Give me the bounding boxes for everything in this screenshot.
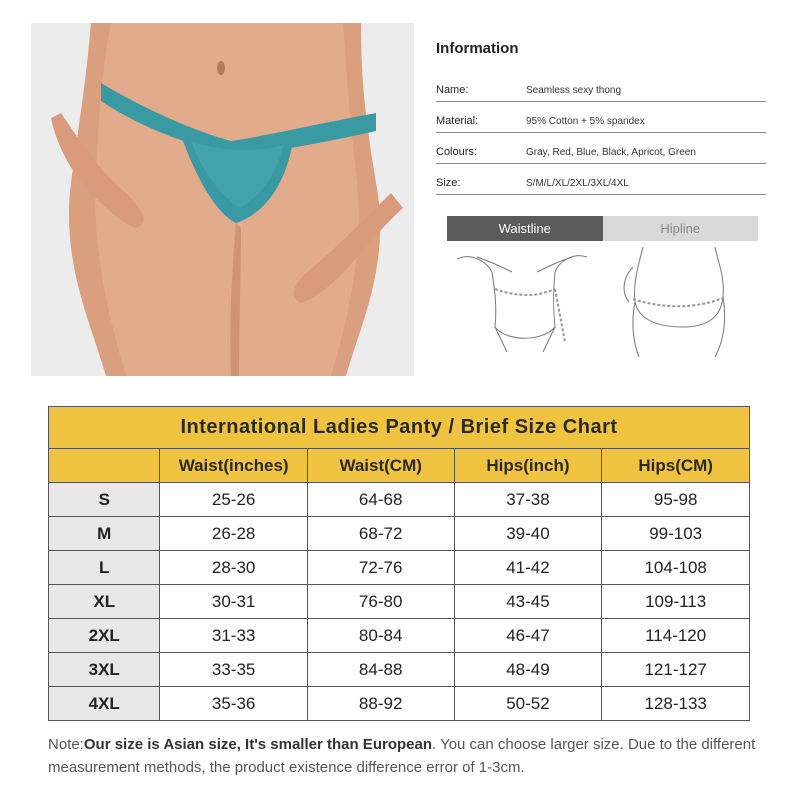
table-cell: 99-103: [602, 517, 750, 551]
note-rest: . You can choose larger size. Due to the different measurement methods, the product existence difference error of 1-3cm.: [48, 736, 756, 776]
table-cell: 50-52: [454, 687, 602, 721]
info-row-colours: [436, 133, 766, 164]
size-cell: 3XL: [49, 653, 160, 687]
note-prefix: Note:: [48, 736, 84, 753]
size-cell: M: [49, 517, 160, 551]
table-row: [49, 585, 750, 619]
table-row: [49, 653, 750, 687]
info-key: Colours:: [436, 146, 477, 158]
table-cell: 68-72: [307, 517, 454, 551]
information-title: Information: [436, 40, 519, 57]
table-cell: 28-30: [160, 551, 307, 585]
table-cell: 104-108: [602, 551, 750, 585]
info-value: S/M/L/XL/2XL/3XL/4XL: [526, 178, 629, 189]
table-cell: 43-45: [454, 585, 602, 619]
table-cell: 46-47: [454, 619, 602, 653]
measurement-tabs: [447, 216, 758, 241]
table-cell: 41-42: [454, 551, 602, 585]
table-cell: 121-127: [602, 653, 750, 687]
header-cell: Waist(CM): [307, 449, 454, 483]
header-cell: Waist(inches): [160, 449, 307, 483]
table-cell: 33-35: [160, 653, 307, 687]
note-bold: Our size is Asian size, It's smaller than European: [83, 736, 432, 753]
waistline-sketch: [447, 247, 602, 357]
product-photo: [31, 23, 414, 376]
info-row-name: [436, 71, 766, 102]
table-cell: 80-84: [307, 619, 454, 653]
header-cell: Hips(inch): [454, 449, 602, 483]
table-cell: 109-113: [602, 585, 750, 619]
information-panel: [436, 30, 766, 195]
table-cell: 64-68: [307, 483, 454, 517]
table-cell: 84-88: [307, 653, 454, 687]
tab-waistline[interactable]: Waistline: [447, 216, 603, 241]
table-row: [49, 619, 750, 653]
table-row: [49, 483, 750, 517]
size-cell: 2XL: [49, 619, 160, 653]
table-row: [49, 687, 750, 721]
table-cell: 72-76: [307, 551, 454, 585]
info-row-size: [436, 164, 766, 195]
size-chart-title: International Ladies Panty / Brief Size Chart: [49, 407, 750, 449]
size-chart-header-row: [49, 449, 750, 483]
table-cell: 35-36: [160, 687, 307, 721]
size-cell: XL: [49, 585, 160, 619]
table-cell: 114-120: [602, 619, 750, 653]
info-value: 95% Cotton + 5% spandex: [526, 116, 645, 127]
size-note: [48, 733, 760, 779]
table-cell: 37-38: [454, 483, 602, 517]
header-cell: [49, 449, 160, 483]
table-cell: 30-31: [160, 585, 307, 619]
info-key: Material:: [436, 115, 479, 127]
table-row: [49, 551, 750, 585]
hipline-sketch: [603, 247, 758, 357]
size-cell: 4XL: [49, 687, 160, 721]
info-value: Seamless sexy thong: [526, 85, 622, 96]
table-cell: 31-33: [160, 619, 307, 653]
table-cell: 48-49: [454, 653, 602, 687]
size-cell: S: [49, 483, 160, 517]
table-cell: 26-28: [160, 517, 307, 551]
size-cell: L: [49, 551, 160, 585]
table-cell: 25-26: [160, 483, 307, 517]
table-cell: 95-98: [602, 483, 750, 517]
table-row: [49, 517, 750, 551]
table-cell: 39-40: [454, 517, 602, 551]
table-cell: 128-133: [602, 687, 750, 721]
info-key: Size:: [436, 177, 461, 189]
info-row-material: [436, 102, 766, 133]
tab-hipline[interactable]: Hipline: [603, 216, 759, 241]
header-cell: Hips(CM): [602, 449, 750, 483]
size-chart-table: [48, 406, 750, 721]
table-cell: 76-80: [307, 585, 454, 619]
table-cell: 88-92: [307, 687, 454, 721]
info-key: Name:: [436, 84, 469, 96]
info-value: Gray, Red, Blue, Black, Apricot, Green: [526, 147, 696, 158]
